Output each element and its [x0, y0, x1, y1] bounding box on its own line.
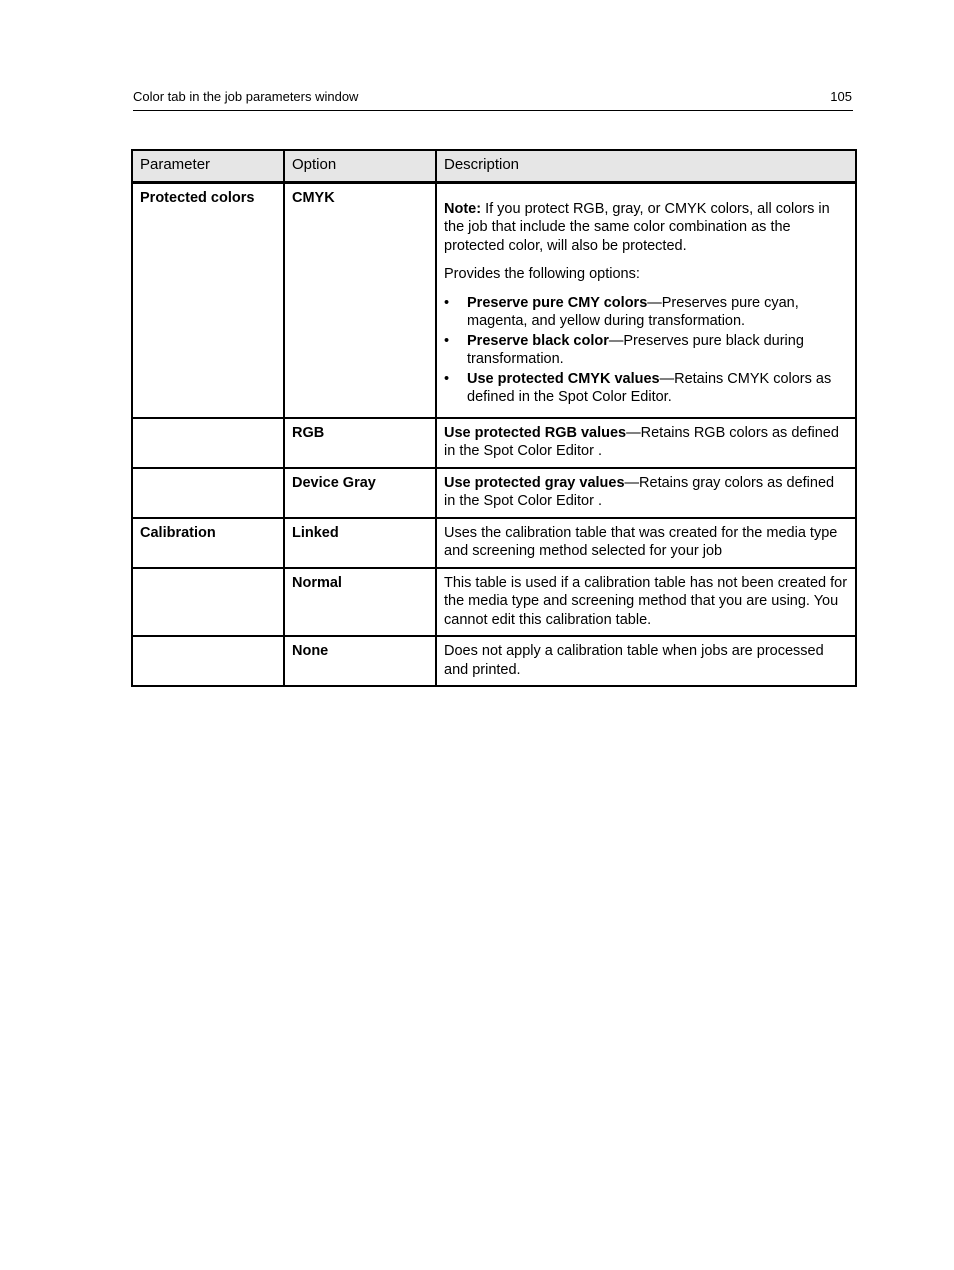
bullet-icon: • [444, 294, 450, 311]
option-cell: CMYK [284, 182, 436, 418]
option-text: —Preserves pure cyan, magenta, and yellow during transformation. [467, 294, 799, 329]
color-parameters-table [131, 149, 857, 687]
parameter-cell [132, 418, 284, 468]
option-cell: Normal [284, 568, 436, 637]
table-row [132, 568, 856, 637]
note-label: Note: [444, 200, 482, 217]
description-cell [436, 418, 856, 468]
option-text: —Retains gray colors as defined in the Spot Color Editor . [444, 474, 835, 509]
table-row [132, 518, 856, 568]
options-list [444, 294, 848, 407]
note-paragraph [444, 200, 848, 256]
column-header-parameter: Parameter [132, 150, 284, 182]
parameter-cell: Protected colors [132, 182, 284, 418]
list-item [444, 294, 848, 331]
option-term: Use protected CMYK values [467, 370, 660, 387]
option-term: Use protected gray values [444, 474, 625, 491]
description-cell [436, 182, 856, 418]
table-row [132, 636, 856, 686]
option-cell: None [284, 636, 436, 686]
description-cell: Does not apply a calibration table when jobs are processed and printed. [436, 636, 856, 686]
note-text: If you protect RGB, gray, or CMYK colors, all colors in the job that include the same color combination as the protected color, will also be protected. [444, 200, 830, 254]
column-header-option: Option [284, 150, 436, 182]
parameter-cell [132, 568, 284, 637]
description-cell: This table is used if a calibration table has not been created for the media type and screening method that you are using. You cannot edit this calibration table. [436, 568, 856, 637]
options-intro: Provides the following options: [444, 266, 640, 282]
table-row [132, 182, 856, 418]
option-term: Use protected RGB values [444, 424, 627, 441]
description-cell: Uses the calibration table that was created for the media type and screening method selected for your job [436, 518, 856, 568]
section-title: Color tab in the job parameters window [133, 89, 359, 104]
option-text: —Retains CMYK colors as defined in the Spot Color Editor. [467, 370, 832, 405]
option-term: Preserve black color [467, 332, 609, 349]
table-header-row [132, 150, 856, 182]
bullet-icon: • [444, 370, 450, 387]
option-term: Preserve pure CMY colors [467, 294, 648, 311]
option-cell: Device Gray [284, 468, 436, 518]
parameter-cell: Calibration [132, 518, 284, 568]
list-item [444, 332, 848, 369]
parameter-cell [132, 468, 284, 518]
table-row [132, 468, 856, 518]
page-header [133, 88, 853, 111]
description-cell [436, 468, 856, 518]
option-cell: Linked [284, 518, 436, 568]
table-row [132, 418, 856, 468]
list-item [444, 370, 848, 407]
option-cell: RGB [284, 418, 436, 468]
column-header-description: Description [436, 150, 856, 182]
option-text: —Retains RGB colors as defined in the Spot Color Editor . [444, 424, 839, 459]
parameter-cell [132, 636, 284, 686]
page-number: 105 [830, 89, 852, 104]
option-text: —Preserves pure black during transformation. [467, 332, 804, 367]
bullet-icon: • [444, 332, 450, 349]
